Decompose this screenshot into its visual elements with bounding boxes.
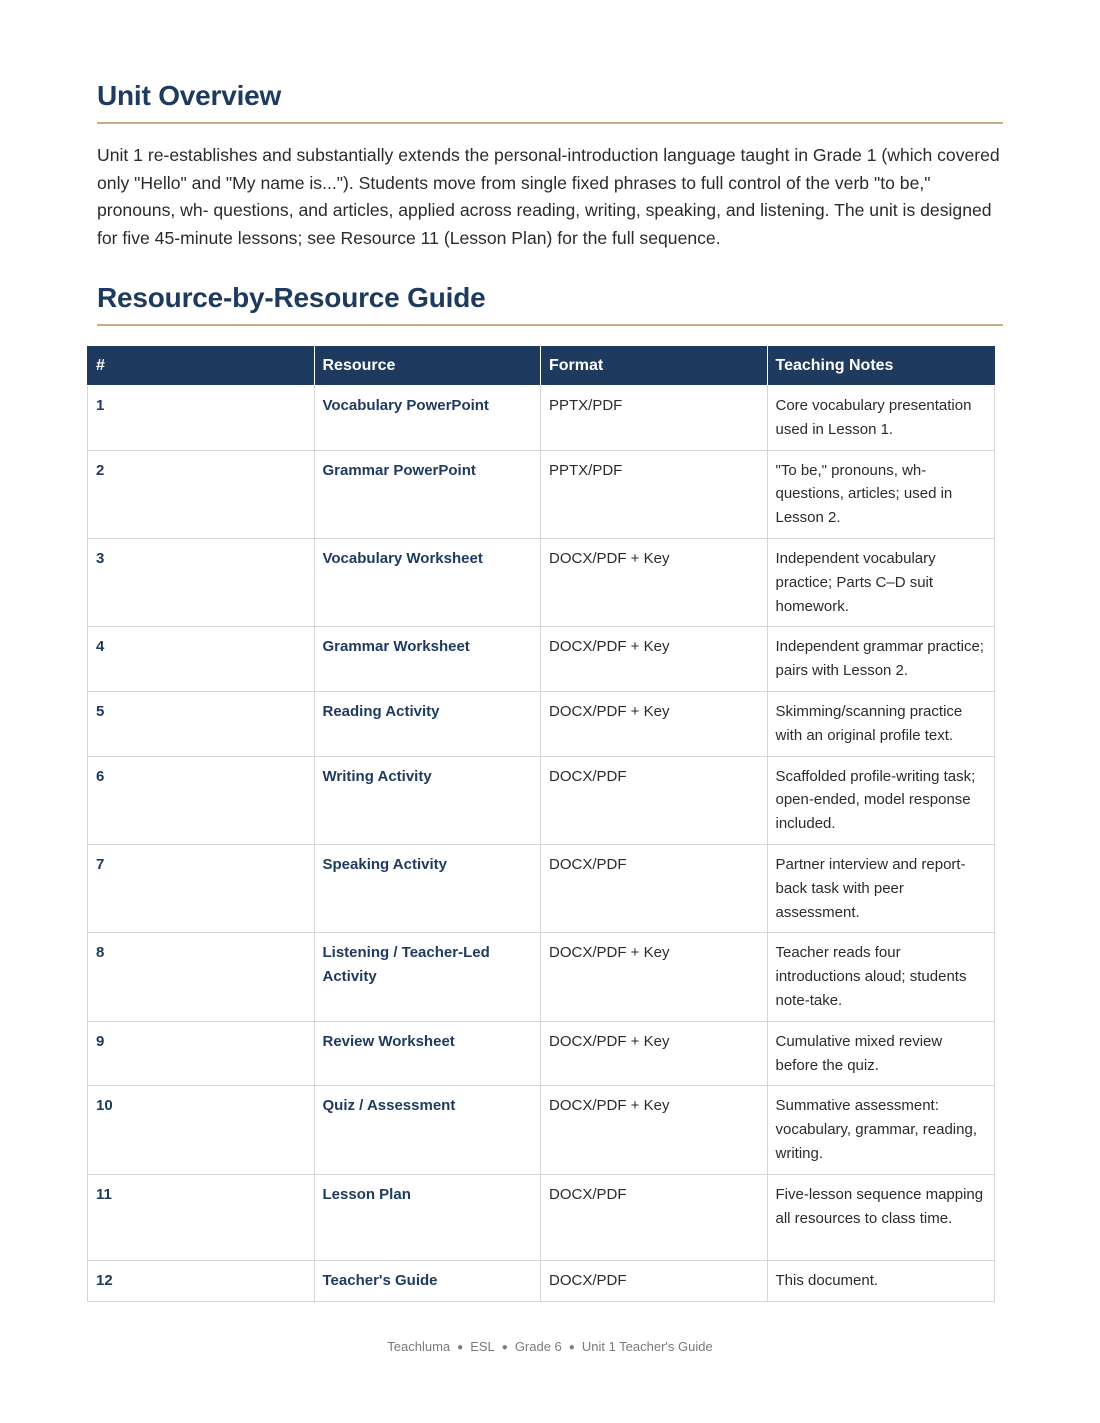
table-row — [88, 1086, 995, 1174]
teaching-notes: "To be," pronouns, wh- questions, articles; used in Lesson 2. — [767, 450, 995, 538]
teaching-notes: Partner interview and report-back task with peer assessment. — [767, 844, 995, 932]
resource-format: DOCX/PDF + Key — [541, 691, 768, 756]
resource-name: Teacher's Guide — [314, 1260, 541, 1301]
teaching-notes: Independent grammar practice; pairs with Lesson 2. — [767, 627, 995, 692]
table-row — [88, 933, 995, 1021]
column-header-teaching-notes: Teaching Notes — [767, 347, 995, 386]
table-row — [88, 691, 995, 756]
column-header-resource: Resource — [314, 347, 541, 386]
section-divider — [97, 324, 1003, 326]
resource-name: Reading Activity — [314, 691, 541, 756]
resource-name: Writing Activity — [314, 756, 541, 844]
resource-name: Listening / Teacher-Led Activity — [314, 933, 541, 1021]
resource-name: Speaking Activity — [314, 844, 541, 932]
teaching-notes: Summative assessment: vocabulary, grammar, reading, writing. — [767, 1086, 995, 1174]
table-row — [88, 1021, 995, 1086]
resource-format: PPTX/PDF — [541, 450, 768, 538]
teaching-notes: Teacher reads four introductions aloud; students note-take. — [767, 933, 995, 1021]
resource-format: DOCX/PDF + Key — [541, 627, 768, 692]
table-row — [88, 538, 995, 626]
resource-name: Vocabulary PowerPoint — [314, 386, 541, 451]
bullet-separator-icon: ● — [568, 1342, 575, 1353]
resource-format: DOCX/PDF + Key — [541, 933, 768, 1021]
row-number: 5 — [88, 691, 315, 756]
row-number: 11 — [88, 1174, 315, 1260]
teaching-notes: Core vocabulary presentation used in Lesson 1. — [767, 386, 995, 451]
footer-grade: Grade 6 — [514, 1339, 562, 1354]
table-row — [88, 1174, 995, 1260]
resource-name: Review Worksheet — [314, 1021, 541, 1086]
table-row — [88, 450, 995, 538]
resource-format: DOCX/PDF — [541, 1260, 768, 1301]
footer-subject: ESL — [470, 1339, 495, 1354]
section-divider — [97, 122, 1003, 124]
resource-format: DOCX/PDF + Key — [541, 1086, 768, 1174]
table-row — [88, 756, 995, 844]
row-number: 10 — [88, 1086, 315, 1174]
row-number: 1 — [88, 386, 315, 451]
column-header-format: Format — [541, 347, 768, 386]
row-number: 12 — [88, 1260, 315, 1301]
table-row — [88, 386, 995, 451]
resource-name: Grammar Worksheet — [314, 627, 541, 692]
table-row — [88, 1260, 995, 1301]
footer-brand: Teachluma — [387, 1339, 451, 1354]
teaching-notes: This document. — [767, 1260, 995, 1301]
row-number: 3 — [88, 538, 315, 626]
unit-overview-paragraph: Unit 1 re-establishes and substantially extends the personal-introduction language taught in Grade 1 (which covered only "Hello" and "My name is..."). Students move from single fixed phrases to full control of the verb "to be," pronouns, wh- questions, and articles, applied across reading, writing, speaking, and listening. The unit is designed for five 45-minute lessons; see Resource 11 (Lesson Plan) for the full sequence. — [97, 145, 1000, 248]
teaching-notes: Scaffolded profile-writing task; open-ended, model response included. — [767, 756, 995, 844]
resource-name: Grammar PowerPoint — [314, 450, 541, 538]
resource-name: Vocabulary Worksheet — [314, 538, 541, 626]
teaching-notes: Independent vocabulary practice; Parts C–D suit homework. — [767, 538, 995, 626]
row-number: 8 — [88, 933, 315, 1021]
teaching-notes: Skimming/scanning practice with an original profile text. — [767, 691, 995, 756]
unit-overview-heading: Unit Overview — [97, 80, 282, 111]
resource-format: DOCX/PDF + Key — [541, 538, 768, 626]
row-number: 2 — [88, 450, 315, 538]
page-footer — [0, 1339, 1100, 1354]
teaching-notes: Cumulative mixed review before the quiz. — [767, 1021, 995, 1086]
resource-name: Lesson Plan — [314, 1174, 541, 1260]
bullet-separator-icon: ● — [457, 1342, 464, 1353]
resource-format: DOCX/PDF + Key — [541, 1021, 768, 1086]
bullet-separator-icon: ● — [501, 1342, 508, 1353]
resource-format: DOCX/PDF — [541, 1174, 768, 1260]
table-header-row — [88, 347, 995, 386]
row-number: 4 — [88, 627, 315, 692]
row-number: 6 — [88, 756, 315, 844]
table-row — [88, 627, 995, 692]
resource-format: DOCX/PDF — [541, 756, 768, 844]
column-header-number: # — [88, 347, 315, 386]
resource-format: DOCX/PDF — [541, 844, 768, 932]
footer-document-title: Unit 1 Teacher's Guide — [581, 1339, 713, 1354]
teaching-notes: Five-lesson sequence mapping all resources to class time. — [767, 1174, 995, 1260]
resource-guide-table — [87, 346, 995, 1302]
row-number: 7 — [88, 844, 315, 932]
resource-name: Quiz / Assessment — [314, 1086, 541, 1174]
resource-format: PPTX/PDF — [541, 386, 768, 451]
row-number: 9 — [88, 1021, 315, 1086]
resource-guide-heading: Resource-by-Resource Guide — [97, 282, 486, 313]
table-row — [88, 844, 995, 932]
